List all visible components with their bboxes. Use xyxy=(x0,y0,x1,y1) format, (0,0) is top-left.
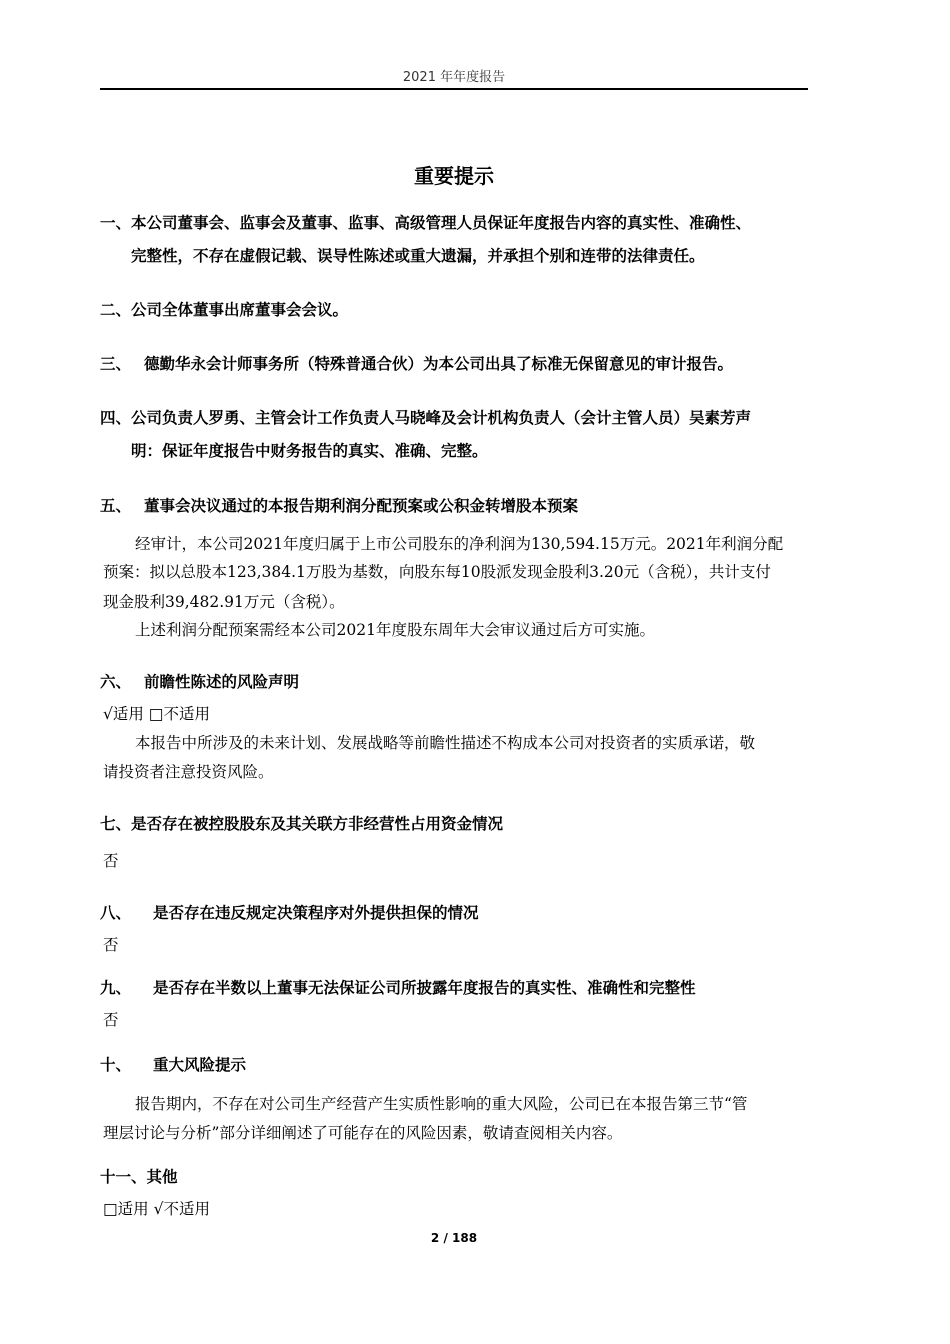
section-6-heading xyxy=(100,670,299,692)
section-8-heading xyxy=(100,901,479,923)
section-6-number: 六、 xyxy=(100,673,132,691)
section-11-heading-text: 其他 xyxy=(146,1168,178,1186)
section-2-number: 二、 xyxy=(100,301,132,319)
section-8-number: 八、 xyxy=(100,904,132,922)
section-5-paragraph-line-1: 经审计，本公司2021年度归属于上市公司股东的净利润为130,594.15万元。2021年利润分配 xyxy=(135,535,784,553)
section-9-heading xyxy=(100,976,696,998)
section-4-text: 公司负责人罗勇、主管会计工作负责人马晓峰及会计机构负责人（会计主管人员）吴素芳声 xyxy=(131,409,752,427)
section-6-paragraph-line-2: 请投资者注意投资风险。 xyxy=(103,763,274,781)
section-10-heading-text: 重大风险提示 xyxy=(153,1056,247,1074)
section-7-number: 七、 xyxy=(100,815,132,833)
section-7-answer: 否 xyxy=(103,852,119,870)
section-10-paragraph-line-1: 报告期内，不存在对公司生产经营产生实质性影响的重大风险，公司已在本报告第三节“管 xyxy=(135,1095,748,1113)
section-10-number: 十、 xyxy=(100,1056,132,1074)
section-11-applicability: □适用 √不适用 xyxy=(103,1200,210,1218)
section-11-number: 十一、 xyxy=(100,1168,147,1186)
section-9-heading-text: 是否存在半数以上董事无法保证公司所披露年度报告的真实性、准确性和完整性 xyxy=(153,979,696,997)
section-9-number: 九、 xyxy=(100,979,132,997)
section-5-paragraph-line-2: 预案：拟以总股本123,384.1万股为基数，向股东每10股派发现金股利3.20元（含税），共计支付 xyxy=(103,563,771,581)
page-number: 2 / 188 xyxy=(430,1231,478,1245)
section-2 xyxy=(100,298,348,320)
section-10-paragraph-line-2: 理层讨论与分析”部分详细阐述了可能存在的风险因素，敬请查阅相关内容。 xyxy=(103,1124,623,1142)
section-10-heading xyxy=(100,1053,246,1075)
section-6-applicability: √适用 □不适用 xyxy=(103,705,210,723)
section-3 xyxy=(100,352,733,374)
section-6-heading-text: 前瞻性陈述的风险声明 xyxy=(144,673,300,691)
section-1-number: 一、 xyxy=(100,214,132,232)
section-5-paragraph-line-3: 现金股利39,482.91万元（含税）。 xyxy=(103,593,345,611)
section-6-paragraph-line-1: 本报告中所涉及的未来计划、发展战略等前瞻性描述不构成本公司对投资者的实质承诺，敬 xyxy=(135,734,756,752)
running-header: 2021 年年度报告 xyxy=(402,70,506,85)
section-1-line-1 xyxy=(100,211,751,233)
section-9-answer: 否 xyxy=(103,1011,119,1029)
section-5-heading-text: 董事会决议通过的本报告期利润分配预案或公积金转增股本预案 xyxy=(144,497,579,515)
section-8-heading-text: 是否存在违反规定决策程序对外提供担保的情况 xyxy=(153,904,479,922)
section-8-answer: 否 xyxy=(103,936,119,954)
section-7-heading xyxy=(100,812,503,834)
section-5-paragraph-line-4: 上述利润分配预案需经本公司2021年度股东周年大会审议通过后方可实施。 xyxy=(135,621,655,639)
section-5-heading xyxy=(100,494,578,516)
section-4-number: 四、 xyxy=(100,409,132,427)
header-divider xyxy=(100,88,808,90)
section-3-text: 德勤华永会计师事务所（特殊普通合伙）为本公司出具了标准无保留意见的审计报告。 xyxy=(144,355,734,373)
section-4-line-2: 明：保证年度报告中财务报告的真实、准确、完整。 xyxy=(131,442,488,460)
section-11-heading xyxy=(100,1165,178,1187)
section-3-number: 三、 xyxy=(100,355,132,373)
section-4-line-1 xyxy=(100,406,751,428)
page-title: 重要提示 xyxy=(414,164,494,188)
section-5-number: 五、 xyxy=(100,497,132,515)
section-1-line-2: 完整性，不存在虚假记载、误导性陈述或重大遗漏，并承担个别和连带的法律责任。 xyxy=(131,247,705,265)
section-1-text: 本公司董事会、监事会及董事、监事、高级管理人员保证年度报告内容的真实性、准确性、 xyxy=(131,214,752,232)
section-7-heading-text: 是否存在被控股股东及其关联方非经营性占用资金情况 xyxy=(131,815,504,833)
section-2-text: 公司全体董事出席董事会会议。 xyxy=(131,301,349,319)
